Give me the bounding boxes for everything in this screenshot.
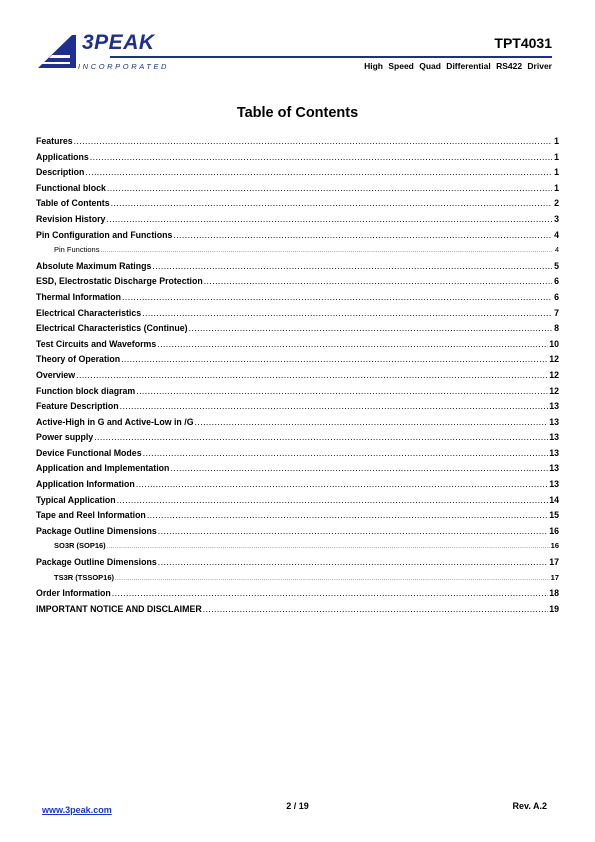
toc-entry[interactable]: [36, 386, 559, 402]
toc-entry-label: Revision History: [36, 213, 106, 224]
toc-entry[interactable]: [36, 479, 559, 495]
toc-entry-page: 1: [554, 167, 559, 178]
toc-entry-page: 16: [550, 541, 559, 551]
toc-dot-leader: [122, 292, 552, 302]
toc-entry[interactable]: [36, 323, 559, 339]
company-logo: [38, 33, 168, 73]
toc-entry[interactable]: [36, 510, 559, 526]
toc-entry-label: Thermal Information: [36, 291, 122, 302]
toc-entry-page: 5: [554, 260, 559, 271]
toc-entry-label: Absolute Maximum Ratings: [36, 260, 152, 271]
toc-entry[interactable]: [36, 339, 559, 355]
toc-dot-leader: [158, 526, 548, 536]
toc-entry-page: 6: [554, 276, 559, 287]
toc-entry-page: 1: [554, 151, 559, 162]
toc-entry-page: 7: [554, 307, 559, 318]
toc-entry-label: Package Outline Dimensions: [36, 557, 157, 568]
toc-entry[interactable]: [36, 604, 559, 620]
toc-entry-page: 8: [554, 323, 559, 334]
toc-entry-page: 13: [549, 401, 559, 412]
toc-entry[interactable]: [36, 198, 559, 214]
toc-entry-label: Power supply: [36, 432, 94, 443]
toc-entry-page: 1: [554, 182, 559, 193]
toc-dot-leader: [107, 544, 550, 550]
toc-dot-leader: [120, 401, 549, 411]
toc-dot-leader: [152, 261, 552, 271]
toc-entry-page: 12: [549, 354, 559, 365]
toc-dot-leader: [195, 417, 549, 427]
logo-wordmark: 3PEAK: [82, 31, 155, 54]
toc-entry-page: 12: [549, 369, 559, 380]
toc-entry[interactable]: [36, 152, 559, 168]
toc-dot-leader: [111, 198, 552, 208]
toc-entry-label: Application and Implementation: [36, 463, 170, 474]
page-title: Table of Contents: [236, 105, 359, 121]
toc-entry-label: Electrical Characteristics (Continue): [36, 323, 188, 334]
revision-label: Rev. A.2: [512, 801, 547, 811]
toc-entry[interactable]: [36, 401, 559, 417]
toc-dot-leader: [147, 510, 548, 520]
toc-entry[interactable]: [36, 276, 559, 292]
toc-entry[interactable]: [36, 541, 559, 557]
toc-entry[interactable]: [36, 417, 559, 433]
toc-entry-label: Theory of Operation: [36, 354, 121, 365]
toc-entry[interactable]: [36, 167, 559, 183]
toc-dot-leader: [189, 323, 552, 333]
toc-dot-leader: [158, 557, 548, 567]
toc-entry-page: 12: [549, 385, 559, 396]
toc-dot-leader: [173, 230, 552, 240]
toc-entry-label: IMPORTANT NOTICE AND DISCLAIMER: [36, 603, 202, 614]
toc-entry-page: 13: [549, 432, 559, 443]
toc-entry[interactable]: [36, 557, 559, 573]
toc-entry-label: TS3R (TSSOP16): [54, 572, 115, 582]
toc-entry-page: 13: [549, 447, 559, 458]
toc-dot-leader: [204, 276, 552, 286]
toc-dot-leader: [90, 152, 552, 162]
part-number: TPT4031: [494, 35, 552, 51]
toc-dot-leader: [136, 386, 548, 396]
toc-entry-page: 4: [554, 229, 559, 240]
toc-entry[interactable]: [36, 245, 559, 261]
toc-entry[interactable]: [36, 230, 559, 246]
toc-entry[interactable]: [36, 292, 559, 308]
toc-entry-label: Test Circuits and Waveforms: [36, 338, 157, 349]
toc-entry-page: 15: [549, 510, 559, 521]
toc-entry-page: 1: [554, 136, 559, 146]
toc-dot-leader: [94, 432, 548, 442]
toc-entry-label: Tape and Reel Information: [36, 510, 146, 521]
toc-entry-label: Electrical Characteristics: [36, 307, 142, 318]
toc-dot-leader: [157, 339, 548, 349]
toc-entry-label: Active-High in G and Active-Low in /G: [36, 416, 194, 427]
toc-entry-page: 2: [554, 198, 559, 209]
toc-entry[interactable]: [36, 588, 559, 604]
toc-entry[interactable]: [36, 448, 559, 464]
logo-subtitle: INCORPORATED: [78, 62, 170, 71]
toc-entry-label: Table of Contents: [36, 198, 110, 209]
toc-entry-page: 10: [549, 338, 559, 349]
toc-entry-page: 17: [549, 557, 559, 568]
toc-entry-label: Pin Functions: [54, 245, 100, 255]
toc-dot-leader: [143, 448, 549, 458]
toc-entry-label: ESD, Electrostatic Discharge Protection: [36, 276, 203, 287]
page-indicator: 2 / 19: [286, 801, 309, 811]
table-of-contents: [36, 136, 559, 619]
toc-entry-page: 3: [554, 213, 559, 224]
toc-entry[interactable]: [36, 183, 559, 199]
toc-entry-page: 4: [554, 245, 559, 255]
document-subtitle: High Speed Quad Differential RS422 Driver: [364, 61, 552, 71]
toc-dot-leader: [74, 136, 552, 146]
toc-entry[interactable]: [36, 370, 559, 386]
toc-entry-page: 13: [549, 416, 559, 427]
toc-entry-page: 14: [549, 494, 559, 505]
toc-dot-leader: [117, 495, 549, 505]
toc-entry-label: Description: [36, 167, 85, 178]
toc-entry[interactable]: [36, 308, 559, 324]
toc-entry-page: 16: [549, 525, 559, 536]
toc-entry-label: Package Outline Dimensions: [36, 525, 157, 536]
website-link[interactable]: www.3peak.com: [42, 805, 112, 815]
toc-entry-label: Applications: [36, 151, 89, 162]
toc-entry-page: 13: [549, 479, 559, 490]
toc-entry[interactable]: [36, 463, 559, 479]
toc-entry-page: 17: [550, 572, 559, 582]
toc-entry-label: Order Information: [36, 588, 111, 599]
toc-entry-page: 6: [554, 291, 559, 302]
toc-entry[interactable]: [36, 354, 559, 370]
toc-dot-leader: [203, 604, 549, 614]
toc-dot-leader: [112, 588, 548, 598]
toc-entry[interactable]: [36, 573, 559, 589]
toc-entry[interactable]: [36, 495, 559, 511]
toc-dot-leader: [136, 479, 548, 489]
toc-entry-label: Pin Configuration and Functions: [36, 229, 173, 240]
toc-dot-leader: [85, 167, 552, 177]
toc-dot-leader: [115, 576, 550, 582]
toc-dot-leader: [121, 354, 548, 364]
toc-entry-page: 13: [549, 463, 559, 474]
toc-entry[interactable]: [36, 526, 559, 542]
toc-entry-label: Functional block: [36, 182, 106, 193]
toc-entry-label: SO3R (SOP16): [54, 541, 106, 551]
toc-dot-leader: [100, 248, 552, 254]
toc-entry[interactable]: [36, 432, 559, 448]
toc-entry-page: 19: [549, 603, 559, 614]
toc-entry-label: Typical Application: [36, 494, 116, 505]
toc-entry[interactable]: [36, 261, 559, 277]
toc-entry-label: Features: [36, 136, 73, 146]
toc-entry[interactable]: [36, 136, 559, 152]
toc-dot-leader: [76, 370, 548, 380]
toc-dot-leader: [142, 308, 552, 318]
toc-entry-label: Device Functional Modes: [36, 447, 142, 458]
toc-entry-label: Application Information: [36, 479, 135, 490]
toc-entry-label: Overview: [36, 369, 76, 380]
toc-dot-leader: [107, 183, 552, 193]
toc-dot-leader: [106, 214, 552, 224]
header-divider: [110, 56, 552, 58]
toc-dot-leader: [170, 463, 548, 473]
toc-entry-label: Feature Description: [36, 401, 119, 412]
toc-entry-label: Function block diagram: [36, 385, 136, 396]
toc-entry[interactable]: [36, 214, 559, 230]
toc-entry-page: 18: [549, 588, 559, 599]
